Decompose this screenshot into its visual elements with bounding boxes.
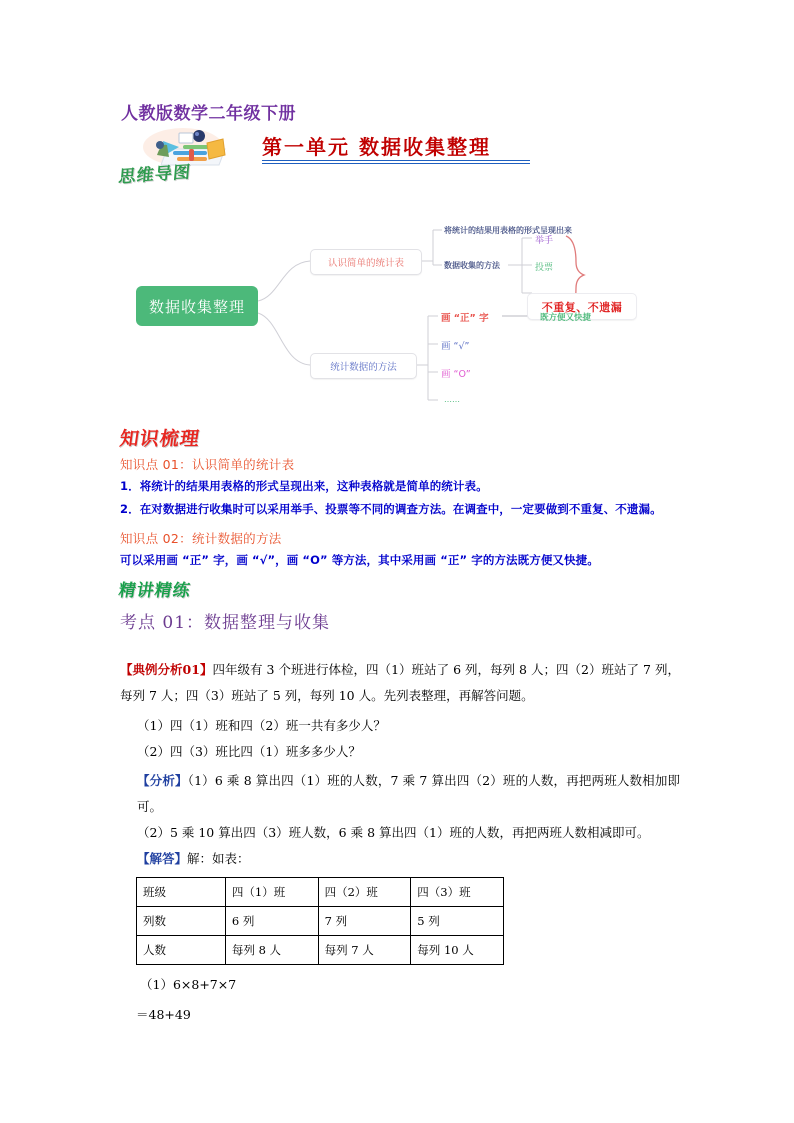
analysis-tag: 【分析】 bbox=[137, 773, 188, 788]
mindmap-b2-child-1: 画 “√” bbox=[441, 341, 470, 352]
mindmap-method-0: 举手 bbox=[535, 236, 554, 246]
answer-table bbox=[136, 877, 504, 965]
knowledge-point-1-item-1: 2．在对数据进行收集时可以采用举手、投票等不同的调查方法。在调查中，一定要做到不重复、不遗漏。 bbox=[120, 502, 662, 516]
knowledge-point-2-item-0: 可以采用画 “正” 字，画 “√”，画 “O” 等方法，其中采用画 “正” 字的方法既方便又快捷。 bbox=[120, 553, 599, 567]
mindmap-b1-child-1: 数据收集的方法 bbox=[444, 261, 500, 270]
table-cell: 5 列 bbox=[411, 907, 504, 936]
section-heading-knowledge: 知识梳理 bbox=[118, 428, 202, 450]
example-question-1: （1）四（1）班和四（2）班一共有多少人？ bbox=[137, 718, 386, 733]
textbook-edition-label: 人教版数学二年级下册 bbox=[121, 104, 296, 124]
table-cell: 7 列 bbox=[318, 907, 411, 936]
mindmap-b1-child-0: 将统计的结果用表格的形式呈现出来 bbox=[444, 226, 572, 235]
knowledge-point-1-item-0: 1．将统计的结果用表格的形式呈现出来，这种表格就是简单的统计表。 bbox=[120, 479, 488, 493]
table-row bbox=[137, 936, 504, 965]
calculation-line-2: ＝48+49 bbox=[136, 1007, 191, 1022]
mindmap-b2-child-0: 画 “正” 字 bbox=[441, 313, 489, 324]
example-answer-line bbox=[137, 846, 250, 872]
mindmap-branch2-node: 统计数据的方法 bbox=[310, 353, 417, 379]
answer-tag: 【解答】 bbox=[137, 851, 188, 866]
table-cell: 四（3）班 bbox=[411, 878, 504, 907]
table-row bbox=[137, 907, 504, 936]
table-cell: 6 列 bbox=[225, 907, 318, 936]
example-analysis-1 bbox=[137, 768, 680, 820]
table-cell: 人数 bbox=[137, 936, 226, 965]
table-cell: 每列 10 人 bbox=[411, 936, 504, 965]
mindmap-center-node: 数据收集整理 bbox=[136, 286, 258, 326]
exam-point-heading: 考点 01：数据整理与收集 bbox=[120, 613, 331, 633]
mindmap-b2-child-0-note: 既方便又快捷 bbox=[540, 313, 592, 323]
example-question-2: （2）四（3）班比四（1）班多多少人？ bbox=[137, 744, 361, 759]
calculation-line-1: （1）6×8+7×7 bbox=[140, 977, 237, 992]
table-cell: 每列 7 人 bbox=[318, 936, 411, 965]
example-tag: 【典例分析01】 bbox=[120, 662, 213, 677]
mindmap-b2-child-3: …… bbox=[444, 395, 460, 404]
table-cell: 列数 bbox=[137, 907, 226, 936]
table-cell: 四（2）班 bbox=[318, 878, 411, 907]
title-double-underline bbox=[262, 160, 530, 164]
mindmap-branch1-node: 认识简单的统计表 bbox=[310, 249, 422, 275]
example-stem-text: 四年级有 3 个班进行体检，四（1）班站了 6 列，每列 8 人；四（2）班站了 7 列，每列 7 人；四（3）班站了 5 列，每列 10 人。先列表整理，再解答问题。 bbox=[120, 662, 680, 703]
table-cell: 每列 8 人 bbox=[225, 936, 318, 965]
table-cell: 班级 bbox=[137, 878, 226, 907]
table-row bbox=[137, 878, 504, 907]
example-analysis-2: （2）5 乘 10 算出四（3）班人数，6 乘 8 算出四（1）班的人数，再把两班人数相减即可。 bbox=[137, 825, 650, 840]
knowledge-point-1-title: 知识点 01：认识简单的统计表 bbox=[120, 457, 295, 472]
table-cell: 四（1）班 bbox=[225, 878, 318, 907]
answer-lead-text: 解：如表： bbox=[187, 851, 250, 866]
analysis-1-text: （1）6 乘 8 算出四（1）班的人数，7 乘 7 算出四（2）班的人数，再把两班人数相加即可。 bbox=[137, 773, 680, 814]
example-stem bbox=[120, 657, 680, 709]
mindmap-method-1: 投票 bbox=[535, 263, 554, 273]
mindmap-section-badge: 思维导图 bbox=[117, 162, 192, 188]
mindmap-b2-child-2: 画 “O” bbox=[441, 369, 471, 380]
mindmap-diagram bbox=[130, 208, 675, 408]
knowledge-point-2-title: 知识点 02：统计数据的方法 bbox=[120, 531, 282, 546]
page-title: 第一单元 数据收集整理 bbox=[262, 135, 491, 159]
mindmap-conclusion-badge: 不重复、不遗漏 bbox=[527, 293, 637, 320]
section-heading-practice: 精讲精练 bbox=[117, 581, 193, 601]
